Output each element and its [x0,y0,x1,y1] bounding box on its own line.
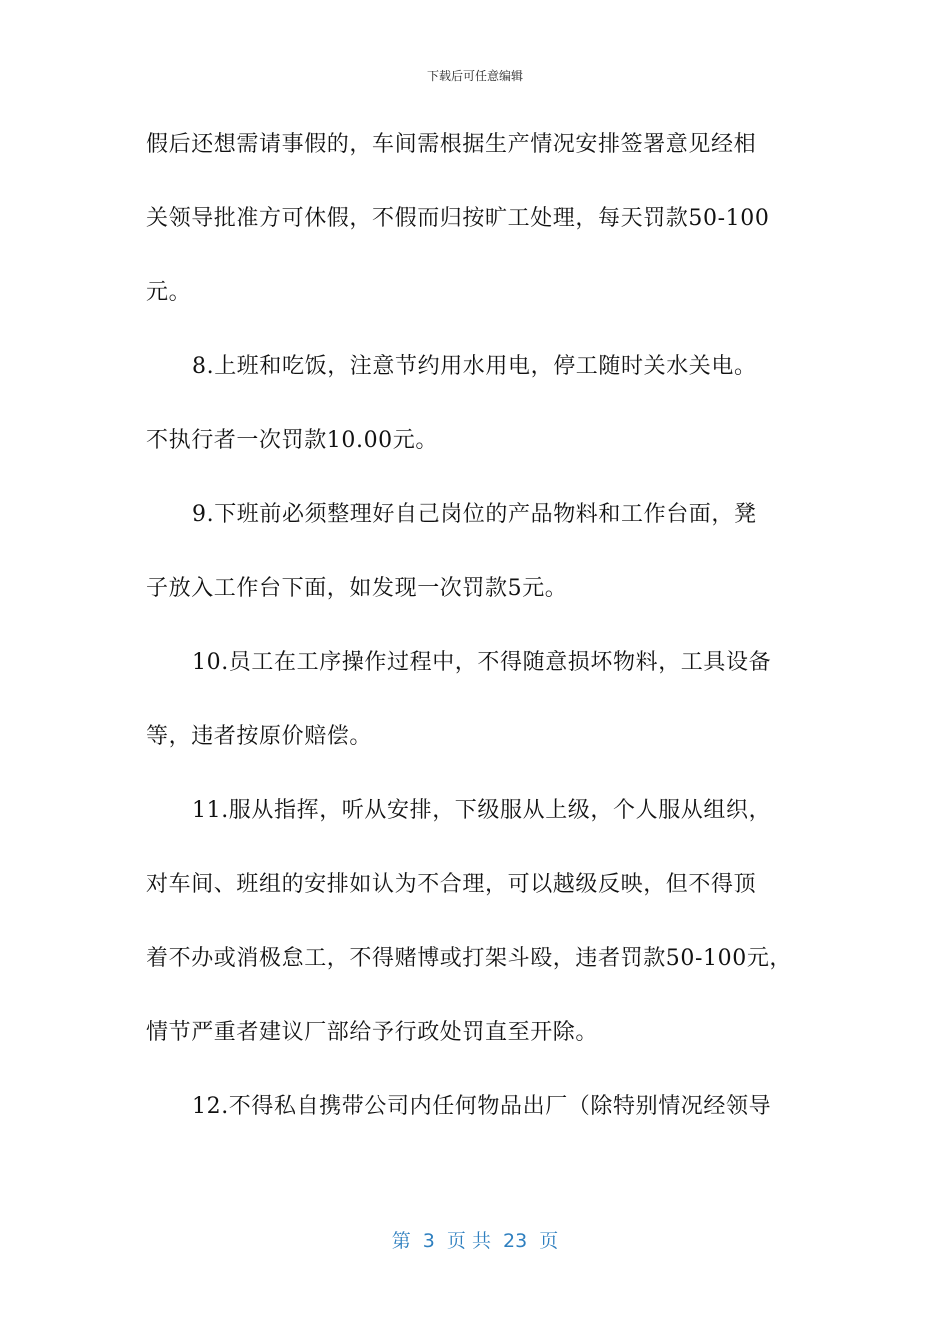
text-line: 着不办或消极怠工，不得赌博或打架斗殴，违者罚款50-100元， [146,946,793,971]
document-body [146,125,806,1161]
text-line: 对车间、班组的安排如认为不合理，可以越级反映，但不得顶 [146,872,757,897]
page-header: 下载后可任意编辑 [426,69,523,83]
text-line: 关领导批准方可休假，不假而归按旷工处理，每天罚款50-100 [146,206,770,231]
rule-12-line: 12.不得私自携带公司内任何物品出厂（除特别情况经领导 [192,1094,772,1119]
text-line: 子放入工作台下面，如发现一次罚款5元。 [146,576,568,601]
rule-9-line: 9.下班前必须整理好自己岗位的产品物料和工作台面，凳 [192,502,757,527]
text-line: 等，违者按原价赔偿。 [146,724,373,749]
text-line: 不执行者一次罚款10.00元。 [146,428,438,453]
rule-8-line: 8.上班和吃饭，注意节约用水用电，停工随时关水关电。 [192,354,757,379]
text-line: 假后还想需请事假的，车间需根据生产情况安排签署意见经相 [146,132,757,157]
text-line: 元。 [146,280,192,305]
rule-11-line: 11.服从指挥，听从安排，下级服从上级，个人服从组织， [192,798,772,823]
text-line: 情节严重者建议厂部给予行政处罚直至开除。 [146,1020,599,1045]
rule-10-line: 10.员工在工序操作过程中，不得随意损坏物料，工具设备 [192,650,772,675]
page-number-footer: 第 3 页 共 23 页 [391,1230,559,1252]
